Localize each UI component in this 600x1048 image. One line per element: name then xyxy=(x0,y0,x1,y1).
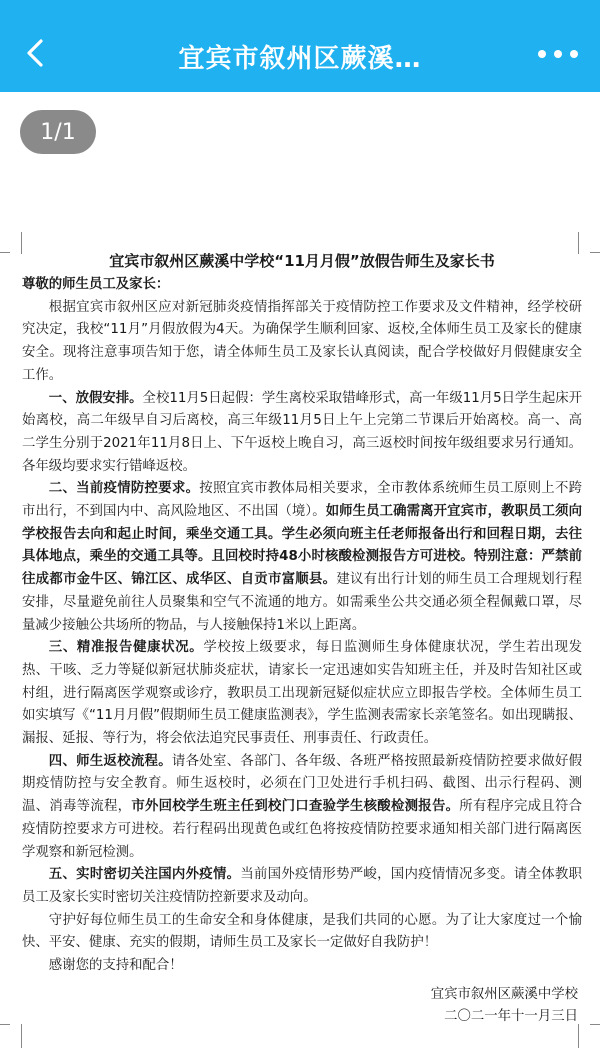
notice-document xyxy=(22,250,582,1028)
crop-mark xyxy=(8,1024,22,1048)
section-2-heading: 二、当前疫情防控要求。 xyxy=(48,481,200,497)
signature-block xyxy=(22,984,582,1028)
greeting: 尊敬的师生员工及家长： xyxy=(22,277,170,292)
crop-mark xyxy=(0,1024,10,1025)
back-button[interactable] xyxy=(18,36,52,70)
section-1-heading: 一、放假安排。 xyxy=(48,390,143,406)
section-4-heading: 四、师生返校流程。 xyxy=(48,753,172,769)
closing-paragraph: 守护好每位师生员工的生命安全和身体健康，是我们共同的心愿。为了让大家度过一个愉快、平安、健康、充实的假期，请师生员工及家长一定做好自我防护！ xyxy=(22,912,582,951)
section-4-body: 请各处室、各部门、各年级、各班严格按照最新疫情防控要求做好假期疫情防控与安全教育。师生返校时，必须在门卫处进行手机扫码、截图、出示行程码、测温、消毒等流程， xyxy=(22,753,583,815)
section-4-body-continued: 所有程序完成且符合疫情防控要求方可进校。若行程码出现黄色或红色将按疫情防控要求通知相关部门进行隔离医学观察和新冠检测。 xyxy=(22,799,583,860)
crop-mark xyxy=(0,252,10,253)
section-1 xyxy=(22,388,582,479)
page-indicator: 1/1 xyxy=(20,110,96,154)
section-4-emphasis: 市外回校学生班主任到校门口查验学生核酸检测报告。 xyxy=(131,799,460,815)
more-dot xyxy=(554,50,562,58)
more-dot xyxy=(538,50,546,58)
section-3-heading: 三、精准报告健康状况。 xyxy=(48,640,204,656)
section-5-body: 当前国外疫情形势严峻，国内疫情情况多变。请全体教职员工及家长实时密切关注疫情防控新要求及动向。 xyxy=(22,867,583,905)
crop-mark xyxy=(590,1024,600,1025)
section-5-heading: 五、实时密切关注国内外疫情。 xyxy=(48,867,241,883)
section-1-body: 全校11月5日起假：学生离校采取错峰形式，高一年级11月5日学生起床开始离校，高二年级早自习后离校，高三年级11月5日上午上完第二节课后开始离校。高一、高二学生分别于2021年11月8日上、下午返校上晚自习，高三返校时间按年级组要求另行通知。各年级均要求实行错峰返校。 xyxy=(22,390,583,474)
crop-mark xyxy=(590,252,600,253)
document-title: 宜宾市叙州区蕨溪中学校“11月月假”放假告师生及家长书 xyxy=(109,252,495,270)
section-4 xyxy=(22,751,582,865)
signature-date: 二〇二一年十一月三日 xyxy=(444,1008,578,1024)
section-5 xyxy=(22,864,582,909)
app-header xyxy=(0,0,600,92)
section-3 xyxy=(22,637,582,751)
section-2-emphasis: 如师生员工确需离开宜宾市，教职员工须向学校报告去向和起止时间，乘坐交通工具。学生必须向班主任老师报备出行和回程日期，去往具体地点，乘坐的交通工具等。且回校时持48小时核酸检测报告方可进校。特别注意：严禁前往成都市金牛区、锦江区、成华区、自贡市富顺县。 xyxy=(22,504,582,588)
section-2-body-continued: 建议有出行计划的师生员工合理规划行程安排，尽量避免前往人员聚集和空气不流通的地方。如需乘坐公共交通必须全程佩戴口罩，尽量减少接触公共场所的物品，与人接触保持1米以上距离。 xyxy=(22,572,583,633)
more-dots-icon[interactable] xyxy=(538,42,578,66)
chevron-left-icon xyxy=(24,38,46,68)
more-dot xyxy=(570,50,578,58)
section-2 xyxy=(22,478,582,637)
page-title: 宜宾市叙州区蕨溪… xyxy=(178,44,422,74)
signature-school: 宜宾市叙州区蕨溪中学校 xyxy=(430,986,578,1002)
section-2-body: 按照宜宾市教体局相关要求，全市教体系统师生员工原则上不跨市出行，不到国内中、高风险地区、不出国（境）。 xyxy=(22,481,583,520)
crop-mark xyxy=(8,232,22,254)
intro-paragraph: 根据宜宾市叙州区应对新冠肺炎疫情指挥部关于疫情防控工作要求及文件精神，经学校研究决定，我校“11月”月假放假为4天。为确保学生顺利回家、返校,全体师生员工及家长的健康安全。现将注意事项告知于您，请全体师生员工及家长认真阅读，配合学校做好月假健康安全工作。 xyxy=(22,299,582,383)
section-3-body: 学校按上级要求，每日监测师生身体健康状况，学生若出现发热、干咳、乏力等疑似新冠状肺炎症状，请家长一定迅速如实告知班主任，并及时告知社区或村组，进行隔离医学观察或诊疗，教职员工出现新冠疑似症状应立即报告学校。全体师生员工如实填写《“11月月假”假期师生员工健康监测表》，学生监测表需家长亲笔签名。如出现瞒报、漏报、延报、等行为，将会依法追究民事责任、刑事责任、行政责任。 xyxy=(22,640,583,747)
thanks-line: 感谢您的支持和配合！ xyxy=(48,958,183,974)
